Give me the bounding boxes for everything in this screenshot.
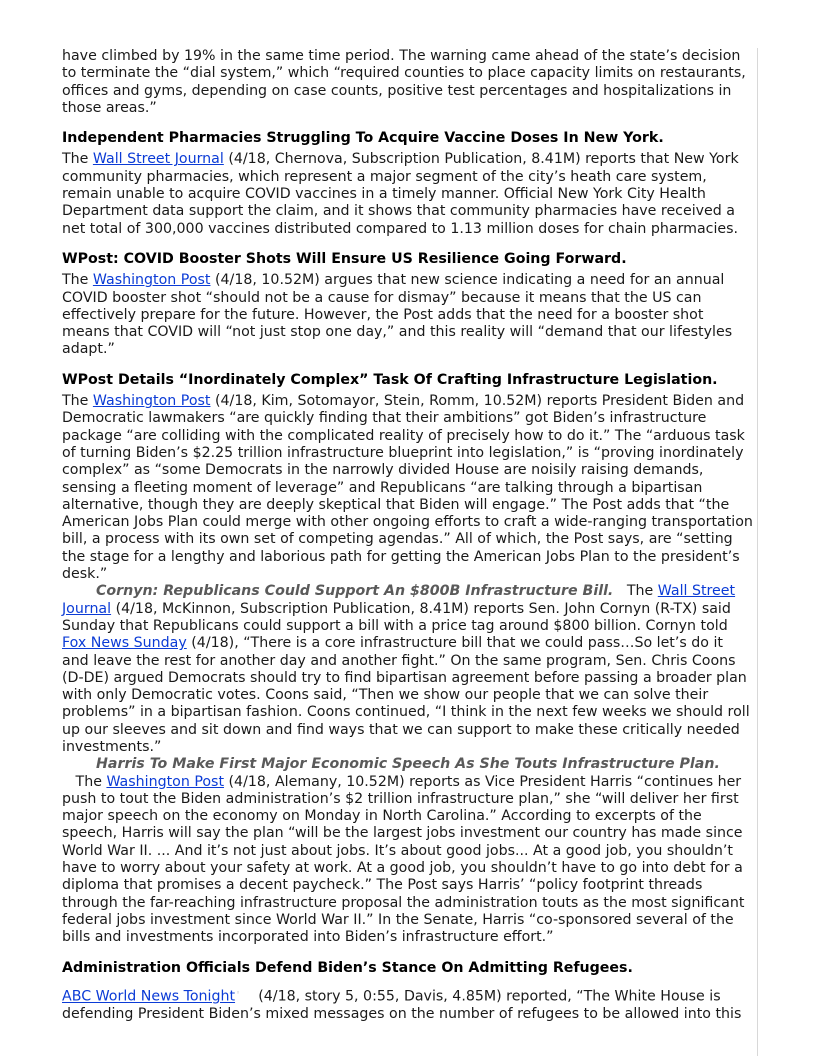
story-headline: Administration Officials Defend Biden’s Stance On Admitting Refugees. [62, 959, 633, 976]
continued-paragraph: have climbed by 19% in the same time period. The warning came ahead of the state’s decision to terminate the “dial system,” which “required counties to place capacity limits on restaurants, offices and gyms, depending on case counts, positive test percentages and hospitalizations in those areas.” [62, 48, 746, 116]
body-intro: The [62, 393, 93, 410]
news-page [62, 48, 754, 1023]
wall-street-journal-link[interactable]: Wall Street Journal [92, 151, 224, 168]
story-body [62, 393, 754, 583]
body-intro: The [62, 151, 93, 168]
story-headline: WPost: COVID Booster Shots Will Ensure US Resilience Going Forward. [62, 250, 627, 267]
story-headline: Independent Pharmacies Struggling To Acquire Vaccine Doses In New York. [62, 130, 664, 147]
body-text: (4/18, Kim, Sotomayor, Stein, Romm, 10.52M) reports President Biden and Democratic lawmakers “are quickly finding that their ambitions” got Biden’s infrastructure package “are colliding with the complicated reality of precisely how to do it.” The “arduous task of turning Biden’s $2.25 trillion infrastructure blueprint into legislation,” is “proving inordinately complex” as “some Democrats in the narrowly divided House are noisily raising demands, sensing a fleeting moment of leverage” and Republicans “are talking through a bipartisan alternative, though they are deeply skeptical that Biden will engage.” The Post adds that “the American Jobs Plan could merge with other ongoing efforts to craft a wide-ranging transportation bill, a process with its own set of competing agendas.” All of which, the Post says, are “setting the stage for a lengthy and laborious path for getting the American Jobs Plan to the president’s desk.” [62, 393, 753, 583]
story-independent-pharmacies [62, 130, 754, 238]
body-text: (4/18, Chernova, Subscription Publication, 8.41M) reports that New York community pharmacies, which represent a major segment of the city’s heath care system, remain unable to acquire COVID vaccines in a timely manner. Official New York City Health Department data support the claim, and it shows that community pharmacies have received a net total of 300,000 vaccines distributed compared to 1.13 million doses for chain pharmacies. [62, 151, 739, 237]
abc-world-news-tonight-link[interactable]: ABC World News Tonight [62, 988, 236, 1005]
story-body [62, 272, 754, 358]
story-body [62, 985, 754, 1023]
washington-post-link[interactable]: Washington Post [106, 773, 225, 790]
body-text: (4/18, McKinnon, Subscription Publication, 8.41M) reports Sen. John Cornyn (R-TX) said Sunday that Republicans could support a bill with a price tag around $800 billion. Cornyn told [62, 600, 731, 634]
body-text: (4/18, 10.52M) argues that new science indicating a need for an annual COVID booster shot “should not be a cause for dismay” because it means that the US can effectively prepare for the future. However, the Post adds that the need for a booster shot means that COVID will “not just stop one day,” and this reality will “demand that our lifestyles adapt.” [62, 272, 733, 358]
body-intro: The [613, 583, 658, 600]
story-covid-booster [62, 251, 754, 359]
body-intro: The [62, 272, 93, 289]
story-headline: WPost Details “Inordinately Complex” Task Of Crafting Infrastructure Legislation. [62, 371, 718, 388]
substory-harris [62, 756, 754, 946]
right-margin-rule [757, 48, 758, 1056]
fox-news-sunday-link[interactable]: Fox News Sunday [62, 635, 187, 652]
body-text: (4/18), “There is a core infrastructure bill that we could pass…So let’s do it and leave the rest for another day and another fight.” On the same program, Sen. Chris Coons (D-DE) argued Democrats should try to find bipartisan agreement before passing a broader plan with only Democratic votes. Coons said, “Then we show our people that we can solve their problems” in a bipartisan fashion. Coons continued, “I think in the next few weeks we should roll up our sleeves and sit down and find ways that we can support to make these critically needed investments.” [62, 635, 750, 755]
story-refugees [62, 960, 754, 1024]
substory-cornyn [62, 583, 754, 756]
washington-post-link[interactable]: Washington Post [92, 393, 211, 410]
body-intro: The [62, 773, 107, 790]
story-infrastructure-legislation [62, 372, 754, 947]
story-body [62, 151, 754, 237]
washington-post-link[interactable]: Washington Post [92, 272, 211, 289]
substory-lead: Cornyn: Republicans Could Support An $800B Infrastructure Bill. [96, 583, 614, 600]
body-text: (4/18, story 5, 0:55, Davis, 4.85M) reported, “The White House is defending President Biden’s mixed messages on the number of refugees to be allowed into this [62, 988, 742, 1022]
wall-street-journal-link[interactable]: Wall Street Journal [62, 583, 736, 617]
substory-lead: Harris To Make First Major Economic Speech As She Touts Infrastructure Plan. [96, 756, 720, 773]
video-clip-icon[interactable]: ◦ [236, 988, 241, 997]
body-text: (4/18, Alemany, 10.52M) reports as Vice President Harris “continues her push to tout the Biden administration’s $2 trillion infrastructure plan,” she “will deliver her first major speech on the economy on Monday in North Carolina.” According to excerpts of the speech, Harris will say the plan “will be the largest jobs investment our country has made since World War II. ... And it’s not just about jobs. It’s about good jobs... At a good job, you shouldn’t have to worry about your safety at work. At a good job, you shouldn’t have to go into debt for a diploma that promises a decent paycheck.” The Post says Harris’ “policy footprint threads through the far-reaching infrastructure proposal the administration touts as the most significant federal jobs investment since World War II.” In the Senate, Harris “co-sponsored several of the bills and investments incorporated into Biden’s infrastructure effort.” [62, 773, 745, 946]
